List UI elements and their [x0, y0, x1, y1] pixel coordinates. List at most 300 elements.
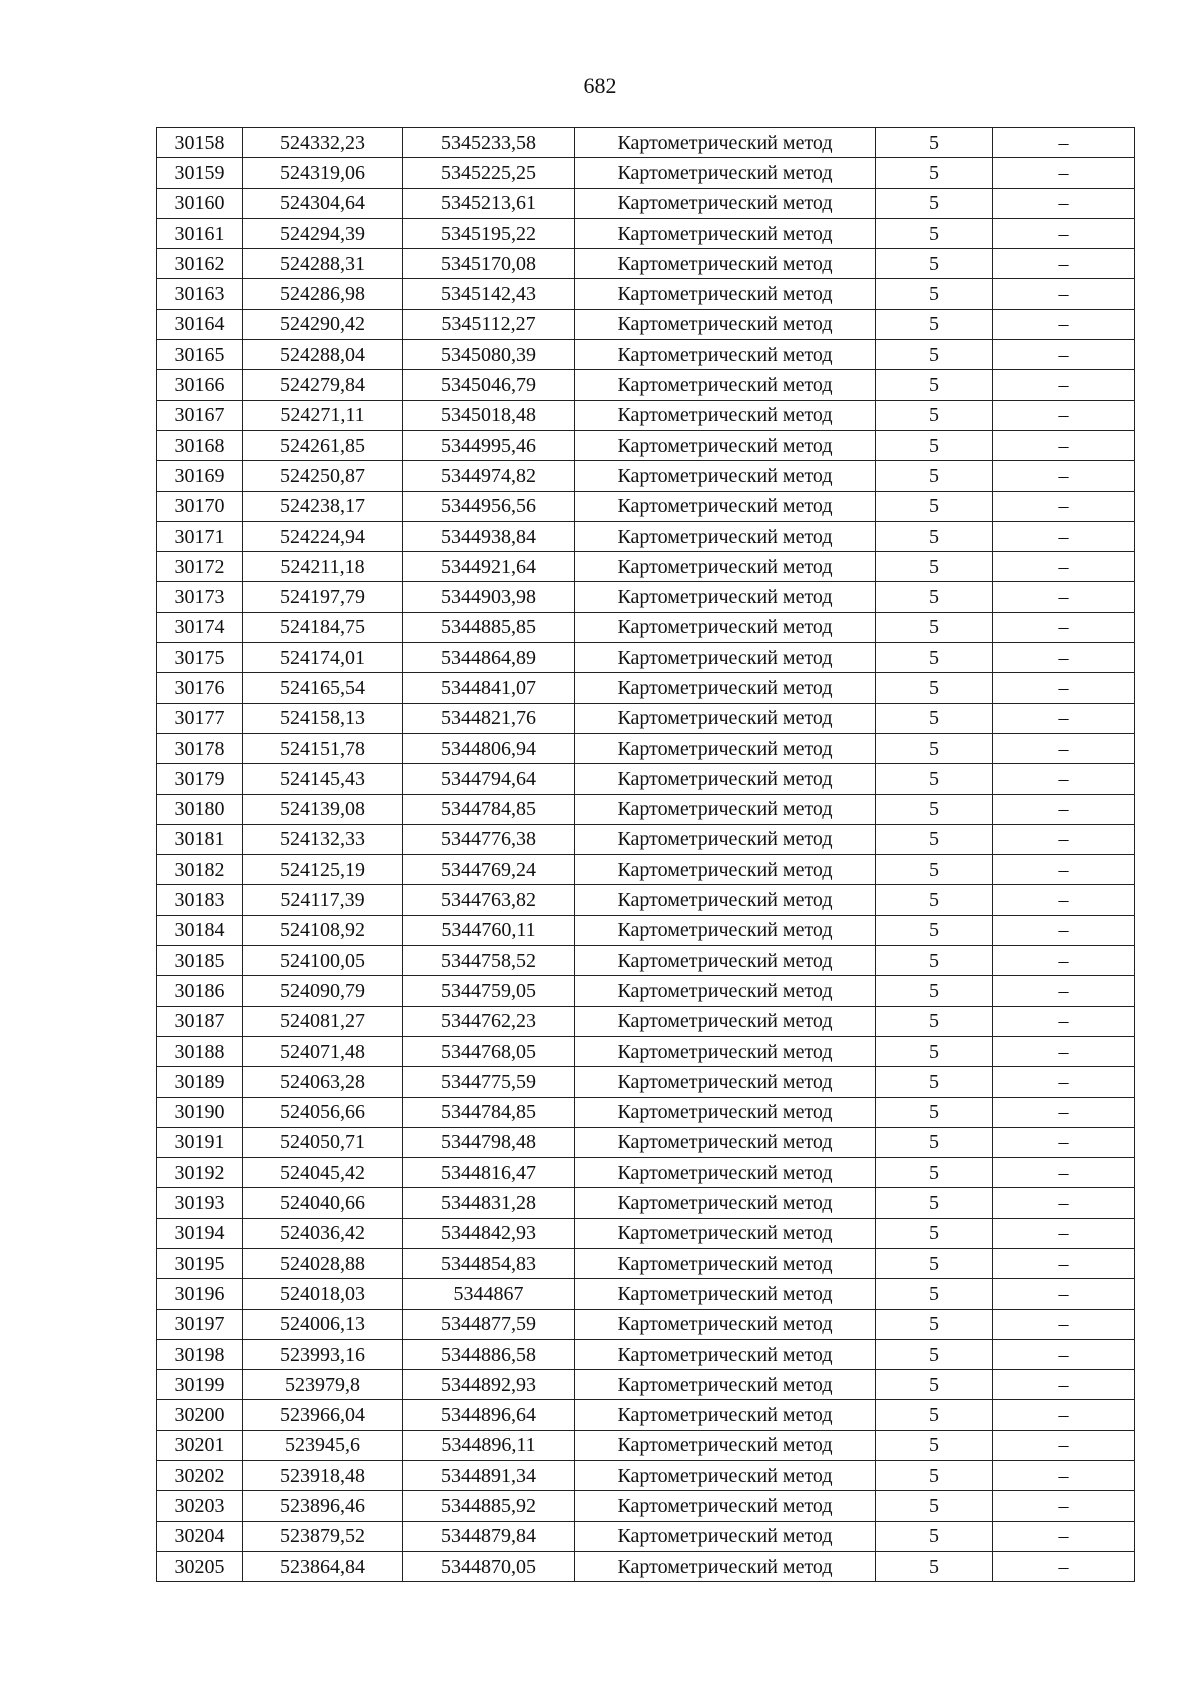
- point-number-cell: 30173: [157, 582, 243, 612]
- y-coordinate-cell: 5344762,23: [403, 1006, 575, 1036]
- method-cell: Картометрический метод: [575, 946, 876, 976]
- x-coordinate-cell: 524261,85: [243, 430, 403, 460]
- description-cell: –: [993, 340, 1135, 370]
- x-coordinate-cell: 523966,04: [243, 1400, 403, 1430]
- accuracy-cell: 5: [876, 1067, 993, 1097]
- y-coordinate-cell: 5344896,64: [403, 1400, 575, 1430]
- accuracy-cell: 5: [876, 855, 993, 885]
- table-row: [157, 1188, 1135, 1218]
- method-cell: Картометрический метод: [575, 309, 876, 339]
- description-cell: –: [993, 1158, 1135, 1188]
- y-coordinate-cell: 5344896,11: [403, 1430, 575, 1460]
- x-coordinate-cell: 524271,11: [243, 400, 403, 430]
- point-number-cell: 30170: [157, 491, 243, 521]
- description-cell: –: [993, 946, 1135, 976]
- method-cell: Картометрический метод: [575, 824, 876, 854]
- point-number-cell: 30180: [157, 794, 243, 824]
- table-row: [157, 309, 1135, 339]
- accuracy-cell: 5: [876, 1279, 993, 1309]
- x-coordinate-cell: 524165,54: [243, 673, 403, 703]
- y-coordinate-cell: 5344921,64: [403, 552, 575, 582]
- table-row: [157, 1036, 1135, 1066]
- accuracy-cell: 5: [876, 1430, 993, 1460]
- accuracy-cell: 5: [876, 946, 993, 976]
- y-coordinate-cell: 5344879,84: [403, 1521, 575, 1551]
- point-number-cell: 30168: [157, 430, 243, 460]
- y-coordinate-cell: 5344759,05: [403, 976, 575, 1006]
- method-cell: Картометрический метод: [575, 1279, 876, 1309]
- table-row: [157, 461, 1135, 491]
- accuracy-cell: 5: [876, 1127, 993, 1157]
- method-cell: Картометрический метод: [575, 582, 876, 612]
- table-row: [157, 491, 1135, 521]
- method-cell: Картометрический метод: [575, 1248, 876, 1278]
- description-cell: –: [993, 188, 1135, 218]
- table-row: [157, 400, 1135, 430]
- point-number-cell: 30192: [157, 1158, 243, 1188]
- y-coordinate-cell: 5345195,22: [403, 218, 575, 248]
- table-row: [157, 1551, 1135, 1581]
- x-coordinate-cell: 524132,33: [243, 824, 403, 854]
- point-number-cell: 30194: [157, 1218, 243, 1248]
- accuracy-cell: 5: [876, 673, 993, 703]
- y-coordinate-cell: 5345213,61: [403, 188, 575, 218]
- y-coordinate-cell: 5345018,48: [403, 400, 575, 430]
- accuracy-cell: 5: [876, 370, 993, 400]
- x-coordinate-cell: 524139,08: [243, 794, 403, 824]
- description-cell: –: [993, 218, 1135, 248]
- x-coordinate-cell: 523993,16: [243, 1339, 403, 1369]
- x-coordinate-cell: 524036,42: [243, 1218, 403, 1248]
- table-row: [157, 1067, 1135, 1097]
- table-row: [157, 279, 1135, 309]
- point-number-cell: 30175: [157, 643, 243, 673]
- table-row: [157, 764, 1135, 794]
- point-number-cell: 30200: [157, 1400, 243, 1430]
- table-row: [157, 1370, 1135, 1400]
- point-number-cell: 30197: [157, 1309, 243, 1339]
- accuracy-cell: 5: [876, 612, 993, 642]
- method-cell: Картометрический метод: [575, 976, 876, 1006]
- accuracy-cell: 5: [876, 1006, 993, 1036]
- method-cell: Картометрический метод: [575, 128, 876, 158]
- y-coordinate-cell: 5344956,56: [403, 491, 575, 521]
- accuracy-cell: 5: [876, 1097, 993, 1127]
- point-number-cell: 30167: [157, 400, 243, 430]
- description-cell: –: [993, 1067, 1135, 1097]
- x-coordinate-cell: 524288,04: [243, 340, 403, 370]
- point-number-cell: 30166: [157, 370, 243, 400]
- point-number-cell: 30204: [157, 1521, 243, 1551]
- method-cell: Картометрический метод: [575, 1158, 876, 1188]
- y-coordinate-cell: 5345112,27: [403, 309, 575, 339]
- y-coordinate-cell: 5344831,28: [403, 1188, 575, 1218]
- y-coordinate-cell: 5344886,58: [403, 1339, 575, 1369]
- x-coordinate-cell: 524250,87: [243, 461, 403, 491]
- point-number-cell: 30169: [157, 461, 243, 491]
- table-row: [157, 1218, 1135, 1248]
- table-row: [157, 915, 1135, 945]
- accuracy-cell: 5: [876, 1370, 993, 1400]
- point-number-cell: 30164: [157, 309, 243, 339]
- table-row: [157, 1309, 1135, 1339]
- method-cell: Картометрический метод: [575, 370, 876, 400]
- description-cell: –: [993, 703, 1135, 733]
- method-cell: Картометрический метод: [575, 491, 876, 521]
- x-coordinate-cell: 524197,79: [243, 582, 403, 612]
- x-coordinate-cell: 524081,27: [243, 1006, 403, 1036]
- x-coordinate-cell: 524319,06: [243, 158, 403, 188]
- table-row: [157, 552, 1135, 582]
- y-coordinate-cell: 5344903,98: [403, 582, 575, 612]
- point-number-cell: 30172: [157, 552, 243, 582]
- x-coordinate-cell: 524100,05: [243, 946, 403, 976]
- x-coordinate-cell: 524158,13: [243, 703, 403, 733]
- accuracy-cell: 5: [876, 249, 993, 279]
- point-number-cell: 30160: [157, 188, 243, 218]
- y-coordinate-cell: 5344841,07: [403, 673, 575, 703]
- accuracy-cell: 5: [876, 461, 993, 491]
- description-cell: –: [993, 673, 1135, 703]
- point-number-cell: 30191: [157, 1127, 243, 1157]
- description-cell: –: [993, 128, 1135, 158]
- y-coordinate-cell: 5345233,58: [403, 128, 575, 158]
- accuracy-cell: 5: [876, 794, 993, 824]
- table-row: [157, 1430, 1135, 1460]
- point-number-cell: 30176: [157, 673, 243, 703]
- y-coordinate-cell: 5344974,82: [403, 461, 575, 491]
- accuracy-cell: 5: [876, 552, 993, 582]
- description-cell: –: [993, 249, 1135, 279]
- point-number-cell: 30199: [157, 1370, 243, 1400]
- method-cell: Картометрический метод: [575, 430, 876, 460]
- y-coordinate-cell: 5344784,85: [403, 794, 575, 824]
- method-cell: Картометрический метод: [575, 279, 876, 309]
- method-cell: Картометрический метод: [575, 1521, 876, 1551]
- point-number-cell: 30196: [157, 1279, 243, 1309]
- accuracy-cell: 5: [876, 309, 993, 339]
- table-row: [157, 1097, 1135, 1127]
- description-cell: –: [993, 430, 1135, 460]
- table-row: [157, 703, 1135, 733]
- point-number-cell: 30179: [157, 764, 243, 794]
- y-coordinate-cell: 5345142,43: [403, 279, 575, 309]
- accuracy-cell: 5: [876, 1158, 993, 1188]
- y-coordinate-cell: 5344784,85: [403, 1097, 575, 1127]
- x-coordinate-cell: 523879,52: [243, 1521, 403, 1551]
- accuracy-cell: 5: [876, 764, 993, 794]
- accuracy-cell: 5: [876, 1491, 993, 1521]
- y-coordinate-cell: 5345170,08: [403, 249, 575, 279]
- accuracy-cell: 5: [876, 1036, 993, 1066]
- y-coordinate-cell: 5344768,05: [403, 1036, 575, 1066]
- table-row: [157, 158, 1135, 188]
- x-coordinate-cell: 523945,6: [243, 1430, 403, 1460]
- description-cell: –: [993, 309, 1135, 339]
- table-row: [157, 885, 1135, 915]
- y-coordinate-cell: 5344776,38: [403, 824, 575, 854]
- y-coordinate-cell: 5344995,46: [403, 430, 575, 460]
- method-cell: Картометрический метод: [575, 733, 876, 763]
- description-cell: –: [993, 1036, 1135, 1066]
- description-cell: –: [993, 1461, 1135, 1491]
- description-cell: –: [993, 1248, 1135, 1278]
- y-coordinate-cell: 5345225,25: [403, 158, 575, 188]
- y-coordinate-cell: 5344763,82: [403, 885, 575, 915]
- method-cell: Картометрический метод: [575, 400, 876, 430]
- description-cell: –: [993, 582, 1135, 612]
- description-cell: –: [993, 521, 1135, 551]
- description-cell: –: [993, 764, 1135, 794]
- method-cell: Картометрический метод: [575, 1491, 876, 1521]
- description-cell: –: [993, 158, 1135, 188]
- table-row: [157, 976, 1135, 1006]
- table-row: [157, 430, 1135, 460]
- description-cell: –: [993, 279, 1135, 309]
- point-number-cell: 30183: [157, 885, 243, 915]
- table-row: [157, 794, 1135, 824]
- method-cell: Картометрический метод: [575, 673, 876, 703]
- method-cell: Картометрический метод: [575, 218, 876, 248]
- accuracy-cell: 5: [876, 430, 993, 460]
- method-cell: Картометрический метод: [575, 1461, 876, 1491]
- x-coordinate-cell: 524018,03: [243, 1279, 403, 1309]
- table-row: [157, 1248, 1135, 1278]
- description-cell: –: [993, 1521, 1135, 1551]
- x-coordinate-cell: 524286,98: [243, 279, 403, 309]
- point-number-cell: 30186: [157, 976, 243, 1006]
- point-number-cell: 30187: [157, 1006, 243, 1036]
- table-row: [157, 1127, 1135, 1157]
- method-cell: Картометрический метод: [575, 1127, 876, 1157]
- method-cell: Картометрический метод: [575, 461, 876, 491]
- table-row: [157, 946, 1135, 976]
- table-row: [157, 1491, 1135, 1521]
- description-cell: –: [993, 1430, 1135, 1460]
- table-row: [157, 1461, 1135, 1491]
- point-number-cell: 30201: [157, 1430, 243, 1460]
- accuracy-cell: 5: [876, 1339, 993, 1369]
- method-cell: Картометрический метод: [575, 1188, 876, 1218]
- accuracy-cell: 5: [876, 643, 993, 673]
- description-cell: –: [993, 1279, 1135, 1309]
- description-cell: –: [993, 1309, 1135, 1339]
- table-row: [157, 370, 1135, 400]
- y-coordinate-cell: 5344806,94: [403, 733, 575, 763]
- method-cell: Картометрический метод: [575, 1400, 876, 1430]
- x-coordinate-cell: 523896,46: [243, 1491, 403, 1521]
- accuracy-cell: 5: [876, 885, 993, 915]
- y-coordinate-cell: 5344760,11: [403, 915, 575, 945]
- y-coordinate-cell: 5344891,34: [403, 1461, 575, 1491]
- accuracy-cell: 5: [876, 340, 993, 370]
- y-coordinate-cell: 5344821,76: [403, 703, 575, 733]
- y-coordinate-cell: 5344798,48: [403, 1127, 575, 1157]
- accuracy-cell: 5: [876, 1400, 993, 1430]
- table-row: [157, 673, 1135, 703]
- y-coordinate-cell: 5344885,92: [403, 1491, 575, 1521]
- y-coordinate-cell: 5345046,79: [403, 370, 575, 400]
- point-number-cell: 30158: [157, 128, 243, 158]
- point-number-cell: 30188: [157, 1036, 243, 1066]
- accuracy-cell: 5: [876, 158, 993, 188]
- method-cell: Картометрический метод: [575, 1067, 876, 1097]
- point-number-cell: 30171: [157, 521, 243, 551]
- description-cell: –: [993, 491, 1135, 521]
- y-coordinate-cell: 5344885,85: [403, 612, 575, 642]
- point-number-cell: 30182: [157, 855, 243, 885]
- accuracy-cell: 5: [876, 521, 993, 551]
- description-cell: –: [993, 1491, 1135, 1521]
- y-coordinate-cell: 5344892,93: [403, 1370, 575, 1400]
- x-coordinate-cell: 524290,42: [243, 309, 403, 339]
- method-cell: Картометрический метод: [575, 1036, 876, 1066]
- accuracy-cell: 5: [876, 915, 993, 945]
- point-number-cell: 30177: [157, 703, 243, 733]
- page-number: 682: [583, 73, 617, 98]
- description-cell: –: [993, 1339, 1135, 1369]
- accuracy-cell: 5: [876, 400, 993, 430]
- point-number-cell: 30190: [157, 1097, 243, 1127]
- method-cell: Картометрический метод: [575, 1339, 876, 1369]
- point-number-cell: 30165: [157, 340, 243, 370]
- description-cell: –: [993, 1370, 1135, 1400]
- y-coordinate-cell: 5344794,64: [403, 764, 575, 794]
- method-cell: Картометрический метод: [575, 1430, 876, 1460]
- method-cell: Картометрический метод: [575, 915, 876, 945]
- table-row: [157, 340, 1135, 370]
- y-coordinate-cell: 5344938,84: [403, 521, 575, 551]
- x-coordinate-cell: 524151,78: [243, 733, 403, 763]
- accuracy-cell: 5: [876, 279, 993, 309]
- point-number-cell: 30189: [157, 1067, 243, 1097]
- point-number-cell: 30181: [157, 824, 243, 854]
- description-cell: –: [993, 855, 1135, 885]
- table-row: [157, 218, 1135, 248]
- x-coordinate-cell: 524224,94: [243, 521, 403, 551]
- description-cell: –: [993, 1188, 1135, 1218]
- x-coordinate-cell: 524288,31: [243, 249, 403, 279]
- table-row: [157, 188, 1135, 218]
- accuracy-cell: 5: [876, 733, 993, 763]
- x-coordinate-cell: 524332,23: [243, 128, 403, 158]
- point-number-cell: 30202: [157, 1461, 243, 1491]
- point-number-cell: 30174: [157, 612, 243, 642]
- point-number-cell: 30198: [157, 1339, 243, 1369]
- accuracy-cell: 5: [876, 218, 993, 248]
- point-number-cell: 30178: [157, 733, 243, 763]
- accuracy-cell: 5: [876, 1188, 993, 1218]
- x-coordinate-cell: 524184,75: [243, 612, 403, 642]
- accuracy-cell: 5: [876, 1551, 993, 1581]
- x-coordinate-cell: 524238,17: [243, 491, 403, 521]
- description-cell: –: [993, 733, 1135, 763]
- method-cell: Картометрический метод: [575, 1218, 876, 1248]
- table-row: [157, 1006, 1135, 1036]
- accuracy-cell: 5: [876, 1521, 993, 1551]
- description-cell: –: [993, 400, 1135, 430]
- x-coordinate-cell: 524211,18: [243, 552, 403, 582]
- accuracy-cell: 5: [876, 128, 993, 158]
- method-cell: Картометрический метод: [575, 552, 876, 582]
- accuracy-cell: 5: [876, 703, 993, 733]
- x-coordinate-cell: 524108,92: [243, 915, 403, 945]
- x-coordinate-cell: 524304,64: [243, 188, 403, 218]
- y-coordinate-cell: 5344769,24: [403, 855, 575, 885]
- description-cell: –: [993, 612, 1135, 642]
- method-cell: Картометрический метод: [575, 1370, 876, 1400]
- description-cell: –: [993, 461, 1135, 491]
- x-coordinate-cell: 524071,48: [243, 1036, 403, 1066]
- description-cell: –: [993, 552, 1135, 582]
- method-cell: Картометрический метод: [575, 885, 876, 915]
- table-row: [157, 1158, 1135, 1188]
- method-cell: Картометрический метод: [575, 703, 876, 733]
- description-cell: –: [993, 1006, 1135, 1036]
- table-body: [157, 128, 1135, 1582]
- table-row: [157, 855, 1135, 885]
- x-coordinate-cell: 524028,88: [243, 1248, 403, 1278]
- accuracy-cell: 5: [876, 491, 993, 521]
- method-cell: Картометрический метод: [575, 1309, 876, 1339]
- table-row: [157, 824, 1135, 854]
- point-number-cell: 30203: [157, 1491, 243, 1521]
- y-coordinate-cell: 5344775,59: [403, 1067, 575, 1097]
- description-cell: –: [993, 1551, 1135, 1581]
- y-coordinate-cell: 5344854,83: [403, 1248, 575, 1278]
- method-cell: Картометрический метод: [575, 855, 876, 885]
- table-row: [157, 612, 1135, 642]
- coordinates-table: [156, 127, 1135, 1582]
- method-cell: Картометрический метод: [575, 612, 876, 642]
- x-coordinate-cell: 524294,39: [243, 218, 403, 248]
- table-row: [157, 128, 1135, 158]
- y-coordinate-cell: 5344842,93: [403, 1218, 575, 1248]
- accuracy-cell: 5: [876, 976, 993, 1006]
- x-coordinate-cell: 524056,66: [243, 1097, 403, 1127]
- point-number-cell: 30195: [157, 1248, 243, 1278]
- y-coordinate-cell: 5344870,05: [403, 1551, 575, 1581]
- y-coordinate-cell: 5344867: [403, 1279, 575, 1309]
- point-number-cell: 30162: [157, 249, 243, 279]
- y-coordinate-cell: 5345080,39: [403, 340, 575, 370]
- accuracy-cell: 5: [876, 1309, 993, 1339]
- method-cell: Картометрический метод: [575, 1006, 876, 1036]
- method-cell: Картометрический метод: [575, 764, 876, 794]
- accuracy-cell: 5: [876, 1218, 993, 1248]
- x-coordinate-cell: 524090,79: [243, 976, 403, 1006]
- method-cell: Картометрический метод: [575, 188, 876, 218]
- x-coordinate-cell: 524279,84: [243, 370, 403, 400]
- y-coordinate-cell: 5344864,89: [403, 643, 575, 673]
- description-cell: –: [993, 1097, 1135, 1127]
- table-row: [157, 521, 1135, 551]
- table-row: [157, 643, 1135, 673]
- description-cell: –: [993, 643, 1135, 673]
- point-number-cell: 30184: [157, 915, 243, 945]
- description-cell: –: [993, 794, 1135, 824]
- accuracy-cell: 5: [876, 188, 993, 218]
- table-row: [157, 1521, 1135, 1551]
- description-cell: –: [993, 1127, 1135, 1157]
- x-coordinate-cell: 524006,13: [243, 1309, 403, 1339]
- description-cell: –: [993, 1218, 1135, 1248]
- x-coordinate-cell: 523979,8: [243, 1370, 403, 1400]
- point-number-cell: 30163: [157, 279, 243, 309]
- table-row: [157, 1279, 1135, 1309]
- point-number-cell: 30161: [157, 218, 243, 248]
- method-cell: Картометрический метод: [575, 643, 876, 673]
